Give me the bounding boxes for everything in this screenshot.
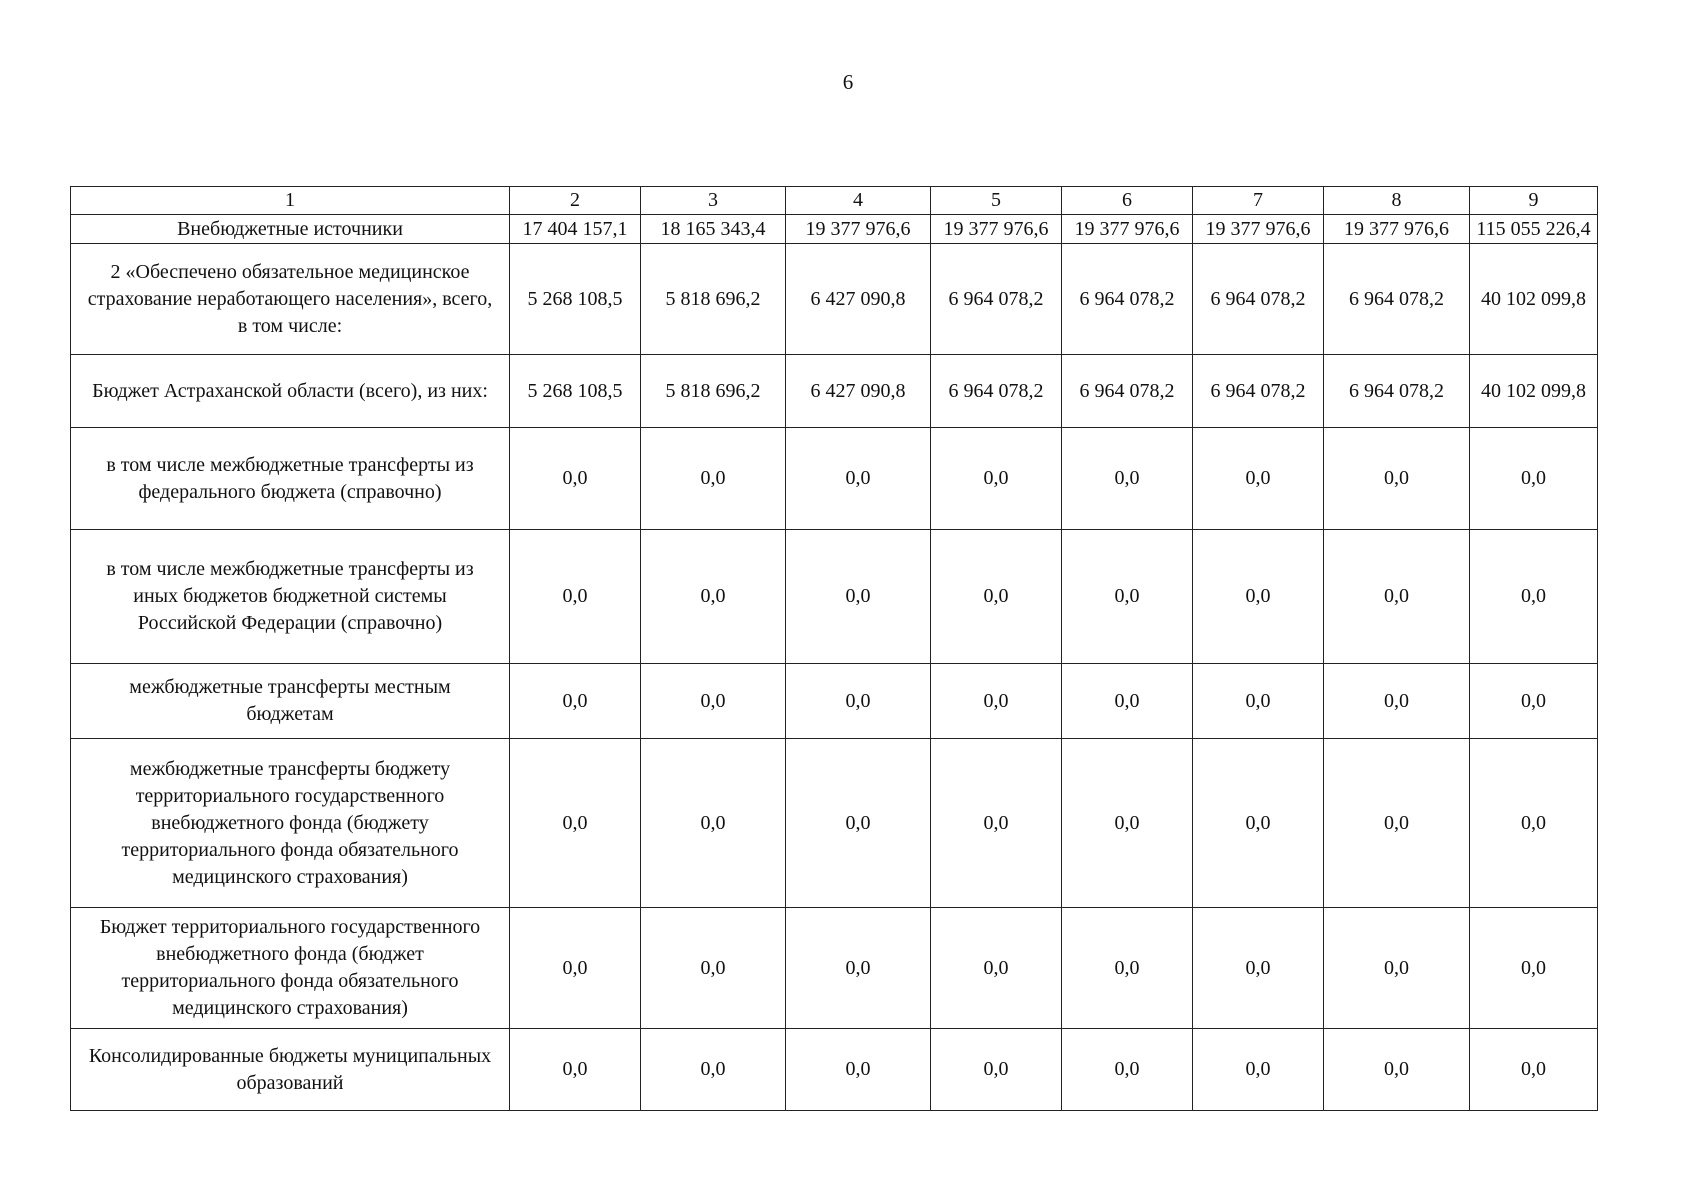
table-cell: 0,0 bbox=[510, 530, 641, 664]
table-cell: 0,0 bbox=[786, 739, 931, 908]
table-cell: 0,0 bbox=[1193, 428, 1324, 530]
table-row bbox=[71, 1029, 1598, 1111]
table-cell: 0,0 bbox=[1062, 1029, 1193, 1111]
table-cell: 5 818 696,2 bbox=[641, 355, 786, 428]
table-cell: 6 964 078,2 bbox=[1062, 244, 1193, 355]
table-cell: 6 964 078,2 bbox=[931, 244, 1062, 355]
table-header-row bbox=[71, 187, 1598, 215]
table-cell: 5 818 696,2 bbox=[641, 244, 786, 355]
row-label: Внебюджетные источники bbox=[71, 215, 510, 244]
page-number: 6 bbox=[842, 70, 854, 94]
table-cell: 0,0 bbox=[1062, 908, 1193, 1029]
column-number: 2 bbox=[510, 187, 641, 215]
table-row bbox=[71, 355, 1598, 428]
row-label: Бюджет Астраханской области (всего), из них: bbox=[71, 355, 510, 428]
table-cell: 6 964 078,2 bbox=[1324, 355, 1470, 428]
table-row bbox=[71, 244, 1598, 355]
column-number: 6 bbox=[1062, 187, 1193, 215]
table-cell: 0,0 bbox=[641, 739, 786, 908]
table-cell: 19 377 976,6 bbox=[1062, 215, 1193, 244]
table-cell: 18 165 343,4 bbox=[641, 215, 786, 244]
table-cell: 0,0 bbox=[1470, 908, 1598, 1029]
table-cell: 0,0 bbox=[1324, 1029, 1470, 1111]
table-cell: 0,0 bbox=[1324, 530, 1470, 664]
table-cell: 0,0 bbox=[641, 1029, 786, 1111]
table-cell: 0,0 bbox=[510, 908, 641, 1029]
table-cell: 0,0 bbox=[510, 739, 641, 908]
table-cell: 0,0 bbox=[641, 664, 786, 739]
row-label: в том числе межбюджетные трансферты из иных бюджетов бюджетной системы Российской Федерации (справочно) bbox=[71, 530, 510, 664]
table-cell: 0,0 bbox=[786, 428, 931, 530]
table-cell: 0,0 bbox=[931, 530, 1062, 664]
table-cell: 6 964 078,2 bbox=[1193, 355, 1324, 428]
table-row bbox=[71, 215, 1598, 244]
column-number: 1 bbox=[71, 187, 510, 215]
table-cell: 0,0 bbox=[1470, 739, 1598, 908]
table-cell: 0,0 bbox=[1324, 428, 1470, 530]
table-row bbox=[71, 739, 1598, 908]
table-cell: 0,0 bbox=[510, 428, 641, 530]
table-cell: 19 377 976,6 bbox=[1324, 215, 1470, 244]
table-cell: 0,0 bbox=[1193, 664, 1324, 739]
table-cell: 40 102 099,8 bbox=[1470, 355, 1598, 428]
table-cell: 0,0 bbox=[1324, 664, 1470, 739]
table-cell: 0,0 bbox=[786, 908, 931, 1029]
table-cell: 0,0 bbox=[1062, 739, 1193, 908]
table-cell: 0,0 bbox=[931, 908, 1062, 1029]
table-cell: 0,0 bbox=[931, 664, 1062, 739]
table-cell: 0,0 bbox=[1193, 530, 1324, 664]
table-cell: 0,0 bbox=[510, 664, 641, 739]
column-number: 9 bbox=[1470, 187, 1598, 215]
row-label: в том числе межбюджетные трансферты из федерального бюджета (справочно) bbox=[71, 428, 510, 530]
row-label: Консолидированные бюджеты муниципальных образований bbox=[71, 1029, 510, 1111]
table-cell: 0,0 bbox=[641, 530, 786, 664]
table-cell: 5 268 108,5 bbox=[510, 355, 641, 428]
table-cell: 0,0 bbox=[1193, 1029, 1324, 1111]
row-label: Бюджет территориального государственного внебюджетного фонда (бюджет территориального фонда обязательного медицинского страхования) bbox=[71, 908, 510, 1029]
budget-table bbox=[70, 186, 1598, 1111]
table-cell: 0,0 bbox=[931, 739, 1062, 908]
table-cell: 0,0 bbox=[931, 1029, 1062, 1111]
table-cell: 6 964 078,2 bbox=[1193, 244, 1324, 355]
table-cell: 115 055 226,4 bbox=[1470, 215, 1598, 244]
table-cell: 0,0 bbox=[1324, 908, 1470, 1029]
table-cell: 0,0 bbox=[1470, 1029, 1598, 1111]
table-cell: 19 377 976,6 bbox=[786, 215, 931, 244]
row-label: межбюджетные трансферты местным бюджетам bbox=[71, 664, 510, 739]
table-cell: 0,0 bbox=[641, 428, 786, 530]
table-cell: 0,0 bbox=[786, 1029, 931, 1111]
table-cell: 0,0 bbox=[641, 908, 786, 1029]
table-cell: 6 427 090,8 bbox=[786, 244, 931, 355]
column-number: 8 bbox=[1324, 187, 1470, 215]
table-cell: 19 377 976,6 bbox=[1193, 215, 1324, 244]
table-row bbox=[71, 428, 1598, 530]
table-cell: 0,0 bbox=[1062, 664, 1193, 739]
table-cell: 0,0 bbox=[1470, 664, 1598, 739]
table-cell: 0,0 bbox=[1193, 908, 1324, 1029]
table-cell: 6 964 078,2 bbox=[1324, 244, 1470, 355]
table-cell: 0,0 bbox=[1470, 428, 1598, 530]
table-cell: 0,0 bbox=[1193, 739, 1324, 908]
table-cell: 0,0 bbox=[786, 664, 931, 739]
table-row bbox=[71, 530, 1598, 664]
table-cell: 19 377 976,6 bbox=[931, 215, 1062, 244]
table-cell: 0,0 bbox=[1470, 530, 1598, 664]
table-cell: 0,0 bbox=[510, 1029, 641, 1111]
table-cell: 6 427 090,8 bbox=[786, 355, 931, 428]
table-cell: 0,0 bbox=[1062, 530, 1193, 664]
row-label: межбюджетные трансферты бюджету территориального государственного внебюджетного фонда (бюджету территориального фонда обязательного медицинского страхования) bbox=[71, 739, 510, 908]
column-number: 4 bbox=[786, 187, 931, 215]
table-cell: 0,0 bbox=[1062, 428, 1193, 530]
table-cell: 17 404 157,1 bbox=[510, 215, 641, 244]
column-number: 7 bbox=[1193, 187, 1324, 215]
table-cell: 0,0 bbox=[1324, 739, 1470, 908]
table-cell: 0,0 bbox=[931, 428, 1062, 530]
table-row bbox=[71, 664, 1598, 739]
row-label: 2 «Обеспечено обязательное медицинское страхование неработающего населения», всего, в том числе: bbox=[71, 244, 510, 355]
table-cell: 5 268 108,5 bbox=[510, 244, 641, 355]
table-cell: 0,0 bbox=[786, 530, 931, 664]
table-cell: 40 102 099,8 bbox=[1470, 244, 1598, 355]
column-number: 3 bbox=[641, 187, 786, 215]
table-cell: 6 964 078,2 bbox=[1062, 355, 1193, 428]
table-row bbox=[71, 908, 1598, 1029]
table-cell: 6 964 078,2 bbox=[931, 355, 1062, 428]
column-number: 5 bbox=[931, 187, 1062, 215]
